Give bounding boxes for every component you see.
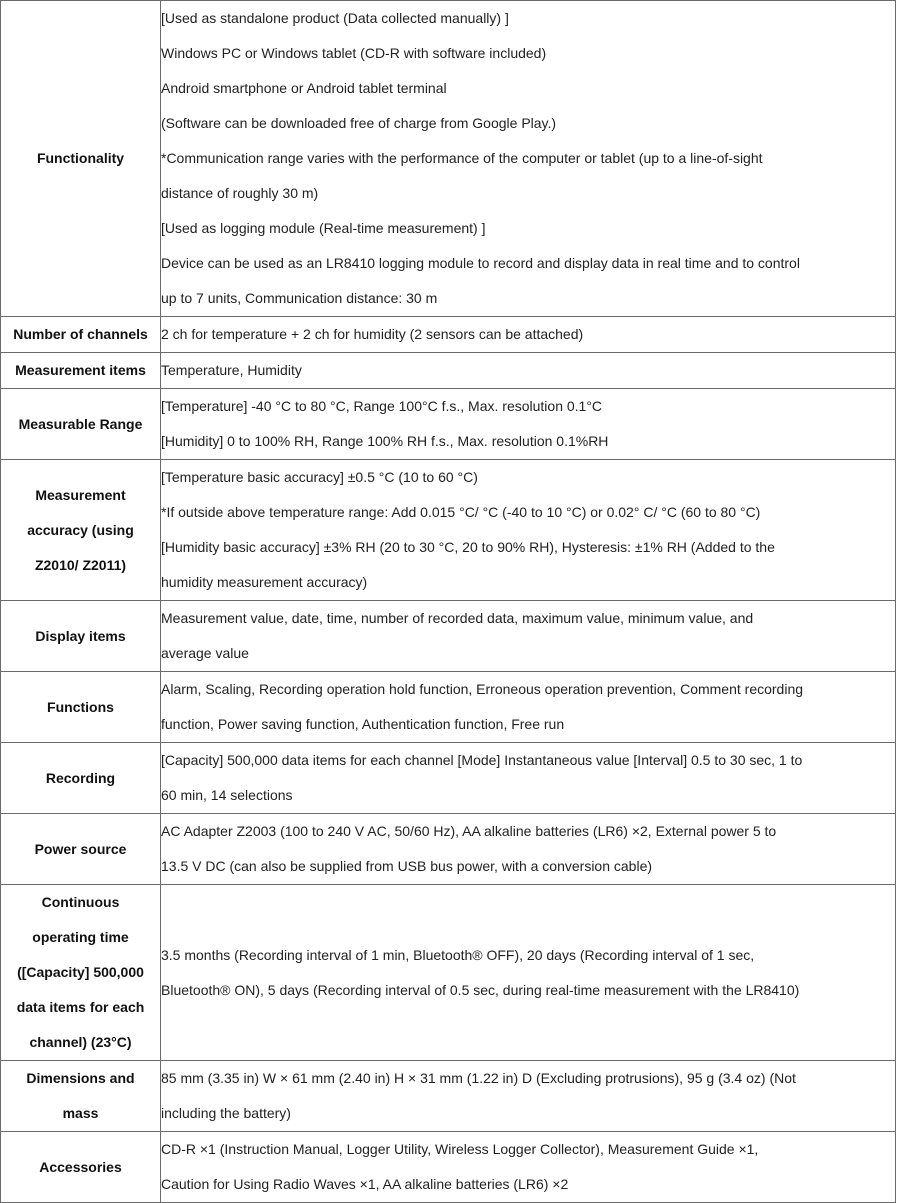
spec-value: [161, 885, 896, 1061]
spec-value-line: humidity measurement accuracy): [161, 574, 368, 590]
spec-value-line: [Temperature basic accuracy] ±0.5 °C (10 to 60 °C): [161, 469, 478, 485]
spec-value-line: [Used as logging module (Real-time measurement) ]: [161, 220, 486, 236]
spec-label-line: accuracy (using: [27, 521, 134, 538]
spec-value-line: [Temperature] -40 °C to 80 °C, Range 100°C f.s., Max. resolution 0.1°C: [161, 398, 603, 414]
spec-value: [161, 317, 896, 353]
spec-value-line: CD-R ×1 (Instruction Manual, Logger Utility, Wireless Logger Collector), Measurement Guide ×1,: [161, 1141, 759, 1157]
spec-value-line: 60 min, 14 selections: [161, 787, 293, 803]
spec-label: [1, 885, 161, 1061]
spec-label: Measurable Range: [1, 389, 161, 460]
spec-value-line: Bluetooth® ON), 5 days (Recording interval of 0.5 sec, during real-time measurement with the LR8410): [161, 981, 800, 998]
spec-label: Functionality: [1, 1, 161, 317]
spec-value-line: Measurement value, date, time, number of recorded data, maximum value, minimum value, and: [161, 610, 754, 626]
spec-value-line: Alarm, Scaling, Recording operation hold function, Erroneous operation prevention, Comment recording: [161, 681, 804, 697]
spec-row-recording: [1, 743, 896, 814]
spec-value-line: including the battery): [161, 1105, 291, 1121]
spec-row-power-source: [1, 814, 896, 885]
spec-value-line: *Communication range varies with the performance of the computer or tablet (up to a line-of-sight: [161, 150, 763, 166]
spec-value: [161, 1, 896, 317]
spec-label-line: Continuous: [41, 894, 120, 910]
spec-label: [1, 1061, 161, 1132]
spec-label: [1, 460, 161, 601]
spec-row-measurement-accuracy: [1, 460, 896, 601]
spec-value: [161, 814, 896, 885]
spec-value-line: Device can be used as an LR8410 logging module to record and display data in real time and to control: [161, 255, 800, 271]
spec-value-line: Caution for Using Radio Waves ×1, AA alkaline batteries (LR6) ×2: [161, 1176, 569, 1192]
spec-label: Functions: [1, 672, 161, 743]
spec-value-line: function, Power saving function, Authentication function, Free run: [161, 716, 565, 732]
spec-value-line: [Capacity] 500,000 data items for each channel [Mode] Instantaneous value [Interval] 0.5 to 30 sec, 1 to: [161, 752, 803, 768]
spec-row-continuous-operating-time: [1, 885, 896, 1061]
spec-value-line: AC Adapter Z2003 (100 to 240 V AC, 50/60 Hz), AA alkaline batteries (LR6) ×2, External power 5 to: [161, 823, 777, 839]
spec-label: Measurement items: [1, 353, 161, 389]
spec-value: [161, 672, 896, 743]
spec-label: Number of channels: [1, 317, 161, 353]
spec-value-line: 85 mm (3.35 in) W × 61 mm (2.40 in) H × 31 mm (1.22 in) D (Excluding protrusions), 95 g (3.4 oz) (Not: [161, 1070, 796, 1086]
spec-label-line: mass: [62, 1105, 99, 1121]
spec-value-line: (Software can be downloaded free of charge from Google Play.): [161, 115, 557, 131]
spec-value: [161, 460, 896, 601]
spec-row-functionality: [1, 1, 896, 317]
spec-value: [161, 601, 896, 672]
spec-value-line: average value: [161, 645, 249, 661]
spec-value-line: [Humidity basic accuracy] ±3% RH (20 to 30 °C, 20 to 90% RH), Hysteresis: ±1% RH (Added to the: [161, 539, 775, 555]
spec-label-line: operating time: [32, 929, 129, 945]
spec-row-display-items: [1, 601, 896, 672]
spec-value: [161, 1061, 896, 1132]
spec-value-line: Windows PC or Windows tablet (CD-R with software included): [161, 45, 547, 61]
spec-label-line: Z2010/ Z2011): [34, 556, 127, 573]
spec-value: [161, 743, 896, 814]
spec-value-line: 2 ch for temperature + 2 ch for humidity (2 sensors can be attached): [161, 326, 584, 342]
spec-row-accessories: [1, 1132, 896, 1203]
spec-label-line: ([Capacity] 500,000: [17, 964, 144, 980]
spec-value-line: Temperature, Humidity: [161, 362, 302, 378]
spec-row-measurement-items: [1, 353, 896, 389]
spec-row-dimensions-and-mass: [1, 1061, 896, 1132]
spec-value-line: [Used as standalone product (Data collected manually) ]: [161, 10, 509, 26]
spec-label: Accessories: [1, 1132, 161, 1203]
spec-label-line: channel) (23°C): [29, 1034, 132, 1050]
spec-label: Display items: [1, 601, 161, 672]
spec-value-line: 3.5 months (Recording interval of 1 min, Bluetooth® OFF), 20 days (Recording interval of 1 sec,: [161, 946, 755, 963]
spec-label: Recording: [1, 743, 161, 814]
spec-value: [161, 353, 896, 389]
spec-value-line: up to 7 units, Communication distance: 30 m: [161, 290, 438, 306]
spec-value: [161, 1132, 896, 1203]
spec-value-line: Android smartphone or Android tablet terminal: [161, 80, 447, 96]
spec-row-functions: [1, 672, 896, 743]
spec-value-line: [Humidity] 0 to 100% RH, Range 100% RH f.s., Max. resolution 0.1%RH: [161, 433, 609, 449]
spec-value: [161, 389, 896, 460]
spec-row-number-of-channels: [1, 317, 896, 353]
spec-value-line: distance of roughly 30 m): [161, 185, 319, 201]
spec-label-line: Dimensions and: [26, 1070, 135, 1086]
spec-row-measurable-range: [1, 389, 896, 460]
spec-label-line: data items for each: [16, 999, 145, 1015]
spec-label-line: Measurement: [35, 486, 126, 503]
spec-value-line: *If outside above temperature range: Add 0.015 °C/ °C (-40 to 10 °C) or 0.02° C/ °C (60 to 80 °C): [161, 504, 761, 520]
spec-value-line: 13.5 V DC (can also be supplied from USB bus power, with a conversion cable): [161, 858, 653, 874]
spec-label: Power source: [1, 814, 161, 885]
